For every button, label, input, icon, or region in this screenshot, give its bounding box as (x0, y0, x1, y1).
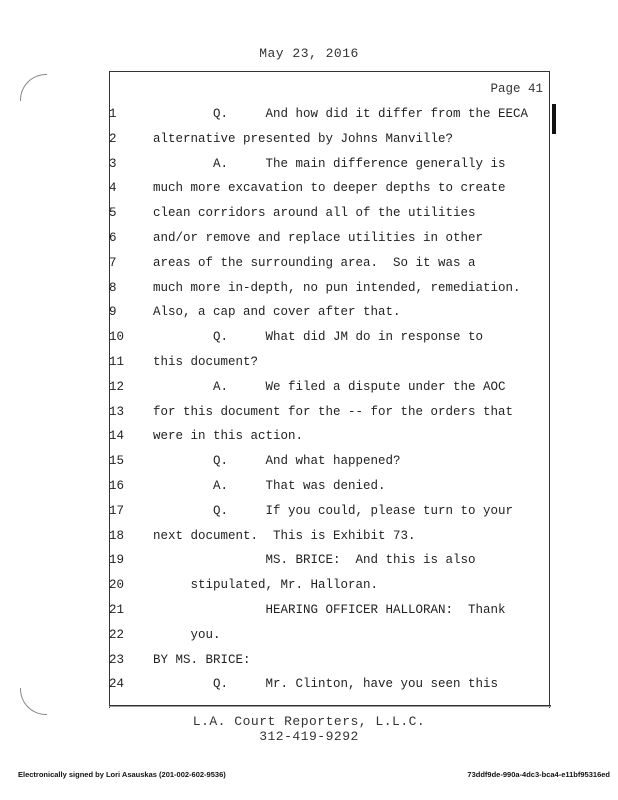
line-number: 23 (109, 652, 125, 667)
line-text: and/or remove and replace utilities in other (153, 231, 484, 245)
transcript-line (0, 600, 560, 620)
line-number: 5 (109, 206, 117, 221)
line-text: MS. BRICE: And this is also (153, 553, 476, 568)
transcript-line (0, 203, 560, 223)
line-number: 20 (109, 578, 125, 593)
punch-hole-top (20, 74, 47, 101)
line-number: 19 (109, 553, 125, 568)
line-text: you. (153, 627, 221, 642)
line-text: Q. If you could, please turn to your (153, 503, 514, 518)
transcript-line (0, 352, 560, 372)
document-id: 73ddf9de-990a-4dc3-bca4-e11bf95316ed (467, 770, 610, 779)
line-text: for this document for the -- for the orders that (153, 404, 514, 419)
bottom-rule (109, 705, 551, 706)
transcript-line (0, 674, 560, 694)
transcript-line (0, 178, 560, 198)
line-number: 1 (109, 107, 117, 121)
transcript-line (0, 278, 560, 298)
line-text: this document? (153, 355, 259, 369)
line-number: 16 (109, 479, 125, 493)
transcript-line (0, 650, 560, 670)
transcript-line (0, 402, 560, 422)
electronic-signature: Electronically signed by Lori Asauskas (201-002-602-9536) (18, 770, 226, 779)
line-number: 24 (109, 677, 125, 692)
line-text: stipulated, Mr. Halloran. (153, 578, 379, 593)
line-number: 9 (109, 305, 117, 320)
transcript-line (0, 476, 560, 496)
transcript-line (0, 575, 560, 595)
transcript-date: May 23, 2016 (259, 46, 359, 61)
line-number: 3 (109, 156, 117, 171)
transcript-line (0, 625, 560, 645)
line-text: much more excavation to deeper depths to create (153, 181, 506, 196)
line-number: 18 (109, 528, 125, 543)
reporter-phone: 312-419-9292 (259, 729, 359, 744)
line-number: 11 (109, 355, 125, 369)
line-number: 22 (109, 627, 125, 642)
line-text: alternative presented by Johns Manville? (153, 131, 454, 146)
line-text: A. We filed a dispute under the AOC (153, 379, 506, 394)
line-number: 10 (109, 330, 125, 345)
line-text: Also, a cap and cover after that. (153, 305, 401, 320)
transcript-line (0, 526, 560, 546)
line-text: HEARING OFFICER HALLORAN: Thank (153, 603, 506, 617)
line-number: 21 (109, 603, 125, 617)
line-number: 4 (109, 181, 117, 196)
transcript-line (0, 327, 560, 347)
transcript-line (0, 451, 560, 471)
transcript-line (0, 228, 560, 248)
line-text: Q. Mr. Clinton, have you seen this (153, 677, 499, 692)
line-text: A. The main difference generally is (153, 156, 506, 171)
transcript-line (0, 550, 560, 570)
line-number: 17 (109, 503, 125, 518)
transcript-line (0, 377, 560, 397)
line-number: 2 (109, 131, 117, 146)
reporter-company: L.A. Court Reporters, L.L.C. (192, 714, 426, 729)
line-number: 13 (109, 404, 125, 419)
transcript-line (0, 302, 560, 322)
transcript-line (0, 154, 560, 174)
transcript-line (0, 129, 560, 149)
line-number: 7 (109, 255, 117, 270)
line-text: Q. What did JM do in response to (153, 330, 484, 345)
line-text: much more in-depth, no pun intended, remediation. (153, 280, 521, 295)
line-text: next document. This is Exhibit 73. (153, 528, 416, 543)
line-text: A. That was denied. (153, 479, 386, 493)
line-number: 12 (109, 379, 125, 394)
transcript-line (0, 253, 560, 273)
line-number: 6 (109, 231, 117, 245)
line-text: BY MS. BRICE: (153, 652, 251, 667)
line-number: 15 (109, 454, 125, 469)
line-text: Q. And what happened? (153, 454, 401, 469)
line-number: 8 (109, 280, 117, 295)
transcript-line (0, 426, 560, 446)
transcript-line (0, 501, 560, 521)
line-text: were in this action. (153, 429, 304, 444)
line-text: Q. And how did it differ from the EECA (153, 107, 529, 121)
line-number: 14 (109, 429, 125, 444)
transcript-line (0, 104, 560, 124)
line-text: areas of the surrounding area. So it was a (153, 255, 476, 270)
page-number: Page 41 (490, 82, 543, 96)
line-text: clean corridors around all of the utilities (153, 206, 476, 221)
